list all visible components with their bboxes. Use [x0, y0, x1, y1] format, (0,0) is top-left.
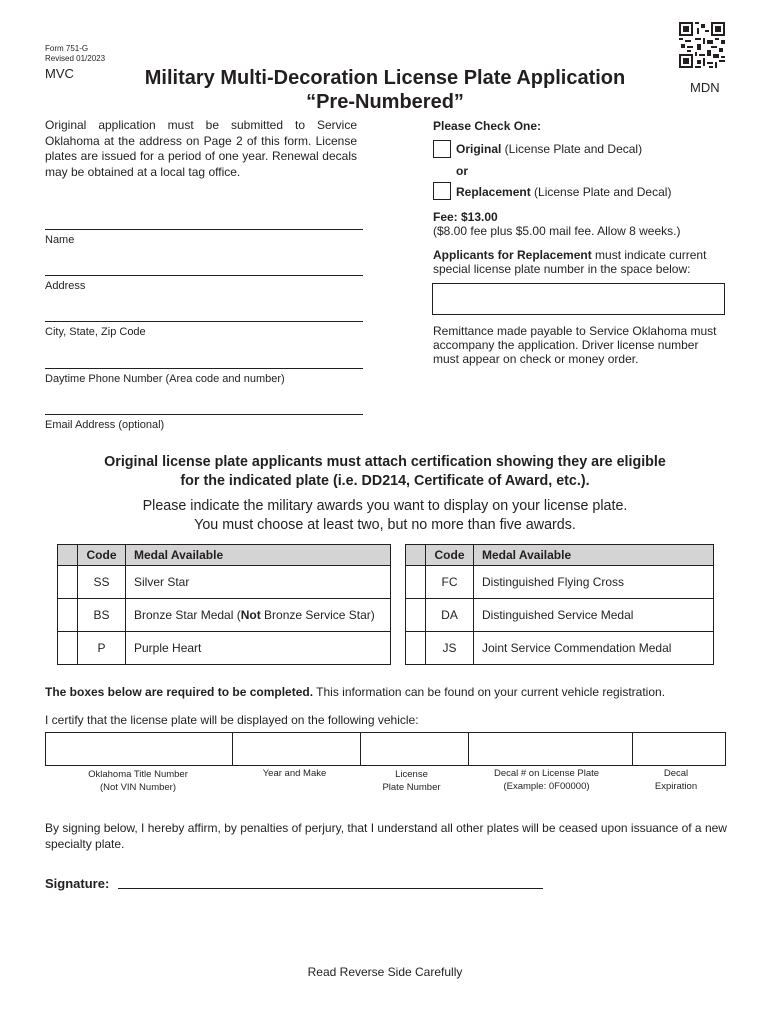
medal-name-bold: Not	[240, 608, 261, 622]
medal-code: JS	[426, 632, 474, 665]
medal-checkbox-js[interactable]	[406, 632, 426, 665]
table-row	[406, 632, 714, 665]
vehicle-info-row	[45, 732, 726, 766]
intro-text: Original application must be submitted to Service Oklahoma at the address on Page 2 of this form. License plates are issued for a period of one year. Renewal decals may be obtained at a local tag office.	[45, 118, 357, 179]
title-number-label-line2: (Not VIN Number)	[99, 782, 176, 793]
year-make-label: Year and Make	[262, 768, 327, 779]
certification-notice	[60, 453, 710, 491]
original-label-rest: (License Plate and Decal)	[501, 142, 643, 156]
awards-instructions	[60, 497, 710, 535]
decal-expiration-input[interactable]	[633, 733, 725, 765]
checkbox-header	[58, 545, 78, 566]
city-state-zip-field[interactable]	[45, 321, 363, 322]
fee-breakdown: ($8.00 fee plus $5.00 mail fee. Allow 8 weeks.)	[433, 224, 681, 238]
checkbox-header	[406, 545, 426, 566]
medal-name: Joint Service Commendation Medal	[474, 632, 714, 665]
remittance-note: Remittance made payable to Service Oklahoma must accompany the application. Driver license number must appear on check or money order.	[433, 324, 717, 366]
license-plate-label-line1: License	[395, 769, 428, 780]
signature-field[interactable]	[118, 888, 543, 889]
phone-label: Daytime Phone Number (Area code and number)	[45, 373, 285, 385]
title-number-label	[45, 768, 231, 794]
code-header: Code	[426, 545, 474, 566]
replacement-note-bold: Applicants for Replacement	[433, 248, 592, 262]
medal-name: Purple Heart	[126, 632, 391, 665]
decal-expiration-label-line1: Decal	[663, 768, 689, 779]
medal-name-pre: Bronze Star Medal (	[134, 608, 241, 622]
form-title	[120, 66, 650, 114]
replacement-note	[433, 248, 725, 276]
medal-name: Silver Star	[126, 566, 391, 599]
certify-statement: I certify that the license plate will be displayed on the following vehicle:	[45, 713, 419, 727]
medal-name-post: Bronze Service Star)	[260, 608, 375, 622]
awards-instructions-line2: You must choose at least two, but no more than five awards.	[194, 517, 576, 533]
decal-number-label-line2: (Example: 0F00000)	[503, 781, 590, 792]
original-checkbox[interactable]	[433, 140, 451, 158]
awards-instructions-line1: Please indicate the military awards you want to display on your license plate.	[142, 498, 628, 514]
certification-notice-line1: Original license plate applicants must attach certification showing they are eligible	[104, 454, 666, 470]
table-row	[406, 566, 714, 599]
license-plate-label-line2: Plate Number	[382, 782, 441, 793]
medal-name: Distinguished Flying Cross	[474, 566, 714, 599]
decal-number-input[interactable]	[469, 733, 633, 765]
original-label-bold: Original	[456, 142, 502, 156]
table-row	[406, 599, 714, 632]
medals-table-left	[57, 544, 391, 665]
table-row	[58, 566, 391, 599]
address-label: Address	[45, 280, 86, 292]
medal-checkbox-ss[interactable]	[58, 566, 78, 599]
certification-notice-line2: for the indicated plate (i.e. DD214, Certificate of Award, etc.).	[180, 473, 590, 489]
agency-label: MVC	[45, 66, 74, 81]
replacement-label-bold: Replacement	[456, 185, 531, 199]
medal-checkbox-fc[interactable]	[406, 566, 426, 599]
fee-block	[433, 210, 680, 238]
replacement-label-rest: (License Plate and Decal)	[530, 185, 672, 199]
form-title-line2: “Pre-Numbered”	[306, 91, 464, 113]
table-header-row	[406, 545, 714, 566]
title-number-input[interactable]	[46, 733, 233, 765]
replacement-checkbox[interactable]	[433, 182, 451, 200]
check-one-heading: Please Check One:	[433, 119, 542, 133]
plate-code-label: MDN	[690, 80, 720, 95]
replacement-note-rest: must indicate current special license plate number in the space below:	[433, 248, 707, 276]
address-field[interactable]	[45, 275, 363, 276]
medal-code: DA	[426, 599, 474, 632]
email-label: Email Address (optional)	[45, 419, 165, 431]
name-label: Name	[45, 234, 75, 246]
code-header: Code	[78, 545, 126, 566]
required-note	[45, 685, 665, 699]
table-row	[58, 632, 391, 665]
title-number-label-line1: Oklahoma Title Number	[88, 769, 188, 780]
license-plate-number-label	[358, 768, 465, 794]
medal-header: Medal Available	[474, 545, 714, 566]
name-field[interactable]	[45, 229, 363, 230]
table-header-row	[58, 545, 391, 566]
decal-number-label-line1: Decal # on License Plate	[493, 768, 600, 779]
affirmation-text: By signing below, I hereby affirm, by penalties of perjury, that I understand all other plates will be ceased upon issuance of a new specialty plate.	[45, 821, 727, 851]
original-option-label	[456, 142, 642, 156]
form-number-block	[45, 44, 105, 64]
medals-table-right	[405, 544, 714, 665]
fee-amount: Fee: $13.00	[433, 210, 498, 224]
or-label: or	[456, 164, 468, 178]
signature-label: Signature:	[45, 876, 110, 891]
decal-expiration-label	[628, 767, 724, 793]
decal-number-label	[465, 767, 628, 793]
footer-note: Read Reverse Side Carefully	[307, 965, 463, 979]
qr-code-icon	[679, 22, 725, 68]
email-field[interactable]	[45, 414, 363, 415]
medal-name	[126, 599, 391, 632]
medal-checkbox-bs[interactable]	[58, 599, 78, 632]
revised-date: Revised 01/2023	[45, 54, 106, 63]
medal-code: SS	[78, 566, 126, 599]
medal-code: FC	[426, 566, 474, 599]
medal-checkbox-da[interactable]	[406, 599, 426, 632]
decal-expiration-label-line2: Expiration	[654, 781, 698, 792]
form-title-line1: Military Multi-Decoration License Plate Application	[144, 67, 626, 89]
table-row	[58, 599, 391, 632]
required-note-rest: This information can be found on your current vehicle registration.	[313, 685, 666, 699]
current-plate-number-input[interactable]	[432, 283, 725, 315]
medal-code: P	[78, 632, 126, 665]
year-make-input[interactable]	[233, 733, 361, 765]
medal-name: Distinguished Service Medal	[474, 599, 714, 632]
required-note-bold: The boxes below are required to be completed.	[45, 685, 314, 699]
medal-code: BS	[78, 599, 126, 632]
license-plate-number-input[interactable]	[361, 733, 469, 765]
phone-field[interactable]	[45, 368, 363, 369]
medal-header: Medal Available	[126, 545, 391, 566]
replacement-option-label	[456, 185, 671, 199]
form-number: Form 751-G	[45, 44, 89, 53]
medal-checkbox-p[interactable]	[58, 632, 78, 665]
city-state-zip-label: City, State, Zip Code	[45, 326, 146, 338]
